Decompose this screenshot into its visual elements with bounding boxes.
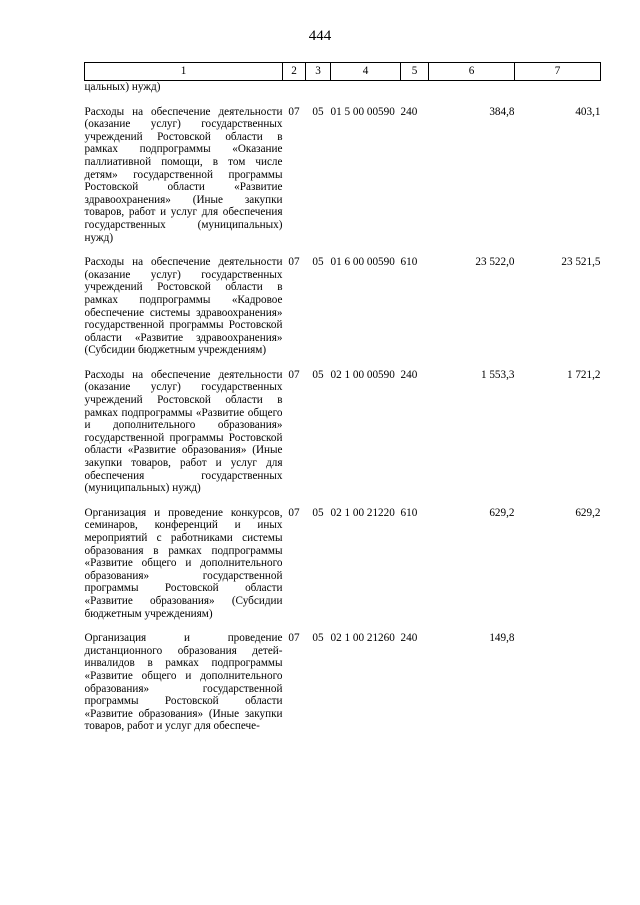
row-target-article: 02 1 00 21220 [330,506,395,519]
table-row [85,96,601,247]
budget-table [84,62,601,735]
column-header: 6 [429,63,515,81]
row-description: Организация и проведение конкурсов, семинаров, конференций и иных мероприятий с работниками системы образования в рамках подпрограммы «Развитие общего и дополнительного образования» государственной программы Ростовской области «Развитие образования» (Субсидии бюджетным учреждениям) [84,506,283,620]
row-expense-type: 240 [400,368,418,381]
continuation-row [85,81,601,96]
row-amount-year2: 1 721,2 [566,368,601,381]
row-description: Расходы на обеспечение деятельности (оказание услуг) государственных учреждений Ростовской области в рамках подпрограммы «Развитие общего и дополнительного образования» государственной программы Ростовской области «Развитие образования» (Иные закупки товаров, работ и услуг для обеспечения государственных (муниципальных) нужд) [84,368,283,495]
row-expense-type: 610 [400,256,418,269]
row-section: 07 [288,105,300,118]
table-row [85,622,601,735]
row-section: 07 [288,256,300,269]
row-expense-type: 240 [400,105,418,118]
row-description: Организация и проведение дистанционного образования детей-инвалидов в рамках подпрограммы «Развитие общего и дополнительного образования» государственной программы Ростовской области «Развитие образования» (Иные закупки товаров, работ и услуг для обеспече- [84,632,283,733]
column-header: 7 [515,63,601,81]
row-subsection: 05 [312,506,324,519]
table-row [85,359,601,497]
column-header: 3 [306,63,331,81]
row-amount-year1: 384,8 [489,105,515,118]
column-header: 4 [331,63,401,81]
row-amount-year1: 629,2 [489,506,515,519]
column-header: 5 [401,63,429,81]
row-target-article: 02 1 00 00590 [330,368,395,381]
row-subsection: 05 [312,105,324,118]
continuation-text: цальных) нужд) [84,81,161,93]
row-expense-type: 610 [400,506,418,519]
row-section: 07 [288,368,300,381]
row-description: Расходы на обеспечение деятельности (оказание услуг) государственных учреждений Ростовской области в рамках подпрограммы «Кадровое обеспечение системы здравоохранения» государственной программы Ростовской области «Развитие здравоохранения» (Субсидии бюджетным учреждениям) [84,256,283,357]
table-row [85,246,601,359]
row-subsection: 05 [312,368,324,381]
row-section: 07 [288,632,300,645]
table-row [85,497,601,622]
row-target-article: 02 1 00 21260 [330,632,395,645]
row-amount-year1: 149,8 [489,632,515,645]
row-target-article: 01 5 00 00590 [330,105,395,118]
row-target-article: 01 6 00 00590 [330,256,395,269]
row-expense-type: 240 [400,632,418,645]
row-subsection: 05 [312,632,324,645]
row-amount-year2: 629,2 [575,506,601,519]
row-amount-year1: 23 522,0 [475,256,515,269]
column-header: 1 [85,63,283,81]
row-subsection: 05 [312,256,324,269]
page-number: 444 [308,28,332,44]
row-amount-year2: 23 521,5 [561,256,601,269]
row-section: 07 [288,506,300,519]
row-amount-year1: 1 553,3 [480,368,515,381]
table-header-row [85,63,601,81]
row-description: Расходы на обеспечение деятельности (оказание услуг) государственных учреждений Ростовской области в рамках подпрограммы «Оказание паллиативной помощи, в том числе детям» государственной программы Ростовской области «Развитие здравоохранения» (Иные закупки товаров, работ и услуг для обеспечения государственных (муниципальных) нужд) [84,105,283,244]
row-amount-year2 [515,622,601,735]
row-amount-year2: 403,1 [575,105,601,118]
column-header: 2 [283,63,306,81]
